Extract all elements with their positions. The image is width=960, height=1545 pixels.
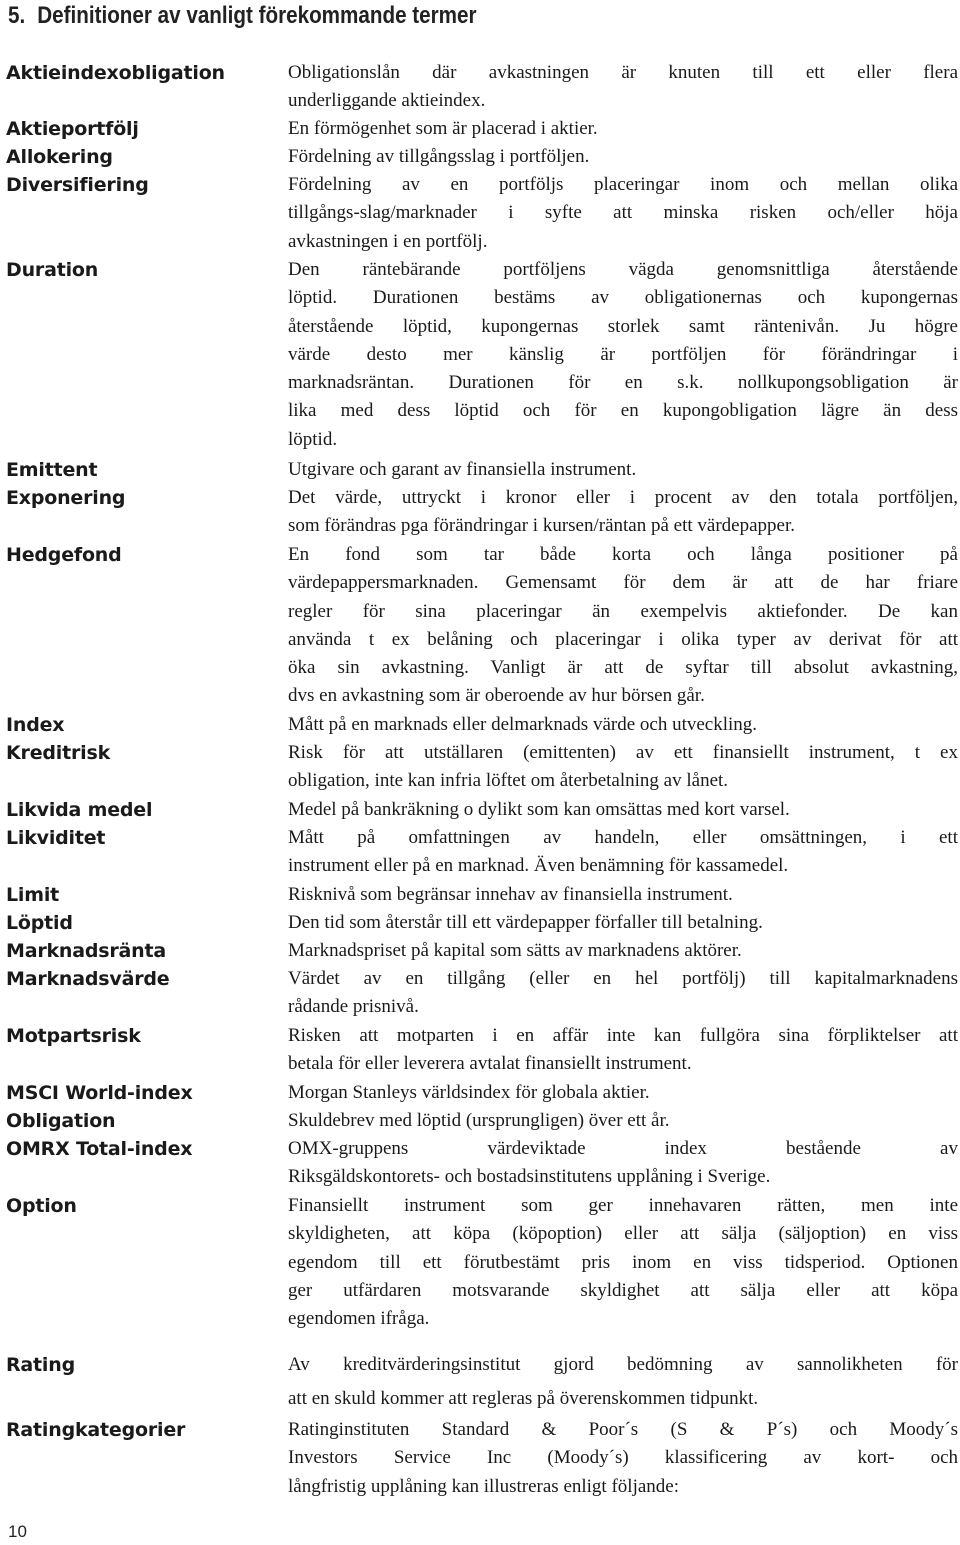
definition-line: Det värde, uttryckt i kronor eller i procent av den totala portföljen, [288, 487, 958, 508]
definition-line: regler för sina placeringar än exempelvis aktiefonder. De kan [288, 600, 958, 622]
glossary-term: Marknadsränta [6, 940, 167, 962]
glossary-entry [0, 143, 960, 171]
glossary-definition [288, 1079, 958, 1107]
glossary-definition [288, 1107, 958, 1135]
definition-line: Mått på en marknads eller delmarknads värde och utveckling. [288, 714, 758, 735]
definition-line: Utgivare och garant av finansiella instrument. [288, 459, 637, 480]
glossary-definition [288, 711, 958, 739]
definition-line: dvs en avkastning som är oberoende av hur börsen går. [288, 685, 705, 707]
definition-line: Medel på bankräkning o dylikt som kan omsättas med kort varsel. [288, 799, 790, 820]
glossary-definition [288, 1348, 958, 1416]
definition-line: Fördelning av en portföljs placeringar inom och mellan olika [288, 174, 958, 195]
definition-line: OMX-gruppens värdeviktade index bestående av [288, 1138, 958, 1159]
glossary-entry [0, 1022, 960, 1079]
glossary-entry [0, 484, 960, 541]
definition-line: betala för eller leverera avtalat finansiellt instrument. [288, 1053, 692, 1075]
definition-line: Av kreditvärderingsinstitut gjord bedömning av sannolikheten för [288, 1354, 958, 1375]
glossary-term: Allokering [6, 146, 113, 168]
definition-line: avkastningen i en portfölj. [288, 230, 488, 252]
glossary-entry [0, 796, 960, 824]
glossary-entry [0, 171, 960, 256]
definition-line: löptid. Durationen bestäms av obligationernas och kupongernas [288, 287, 958, 309]
glossary-term: Aktieindexobligation [6, 62, 225, 84]
glossary-term: Index [6, 714, 65, 736]
glossary-term: Emittent [6, 459, 98, 481]
glossary-definition [288, 541, 958, 711]
definition-line: egendomen ifråga. [288, 1308, 430, 1330]
glossary-entry [0, 1079, 960, 1107]
page-number: 10 [8, 1522, 27, 1541]
glossary-entry [0, 59, 960, 116]
glossary-entry [0, 937, 960, 965]
definition-line: löptid. [288, 428, 338, 450]
glossary-term: Option [6, 1195, 77, 1217]
definition-line: egendom till ett förutbestämt pris inom en viss tidsperiod. Optionen [288, 1251, 958, 1273]
definition-line: marknadsräntan. Durationen för en s.k. nollkupongsobligation är [288, 372, 958, 394]
glossary-definition [288, 1416, 958, 1501]
glossary-entry [0, 965, 960, 1022]
glossary-term: Exponering [6, 487, 126, 509]
glossary-term: Rating [6, 1354, 75, 1376]
glossary-entry [0, 456, 960, 484]
glossary-term: Hedgefond [6, 544, 122, 566]
glossary-term: Kreditrisk [6, 742, 111, 764]
glossary-term: OMRX Total-index [6, 1138, 193, 1160]
definition-line: Risk för att utställaren (emittenten) av ett finansiellt instrument, t ex [288, 742, 958, 763]
glossary-entry [0, 256, 960, 454]
glossary-definition [288, 1135, 958, 1192]
glossary-entry [0, 909, 960, 937]
glossary-term: MSCI World-index [6, 1082, 193, 1104]
definition-line: Skuldebrev med löptid (ursprungligen) över ett år. [288, 1110, 670, 1131]
glossary-definition [288, 881, 958, 909]
glossary-entry [0, 1107, 960, 1135]
glossary-term: Duration [6, 259, 99, 281]
glossary-definition [288, 796, 958, 824]
definition-line: använda t ex belåning och placeringar i olika typer av derivat för att [288, 628, 958, 650]
definition-line: Morgan Stanleys världsindex för globala aktier. [288, 1082, 650, 1103]
definition-line: rådande prisnivå. [288, 996, 419, 1018]
definition-line: Risken att motparten i en affär inte kan fullgöra sina förpliktelser att [288, 1025, 958, 1046]
glossary-entry [0, 881, 960, 909]
definition-line: Ratinginstituten Standard & Poor´s (S & P´s) och Moody´s [288, 1419, 958, 1440]
glossary-term: Löptid [6, 912, 73, 934]
glossary-entry [0, 115, 960, 143]
glossary-term: Ratingkategorier [6, 1419, 186, 1441]
glossary-term: Likviditet [6, 827, 106, 849]
definition-line: ger utfärdaren motsvarande skyldighet att sälja eller att köpa [288, 1279, 958, 1301]
definition-line: En fond som tar både korta och långa positioner på [288, 544, 958, 565]
definition-line: skyldigheten, att köpa (köpoption) eller att sälja (säljoption) en viss [288, 1223, 958, 1245]
glossary-entry [0, 1416, 960, 1501]
definition-line: värde desto mer känslig är portföljen för förändringar i [288, 343, 958, 365]
glossary-definition [288, 59, 958, 116]
definition-line: återstående löptid, kupongernas storlek samt räntenivån. Ju högre [288, 315, 958, 337]
section-heading [8, 0, 477, 32]
glossary-entry [0, 1135, 960, 1192]
definition-line: långfristig upplåning kan illustreras enligt följande: [288, 1475, 679, 1497]
definition-line: Riksgäldskontorets- och bostadsinstitutens upplåning i Sverige. [288, 1166, 771, 1188]
glossary-term: Limit [6, 884, 60, 906]
definition-line: öka sin avkastning. Vanligt är att de syftar till absolut avkastning, [288, 657, 958, 679]
glossary-definition [288, 1192, 958, 1333]
glossary-definition [288, 256, 958, 454]
definition-line: Obligationslån där avkastningen är knuten till ett eller flera [288, 62, 958, 83]
glossary-term: Aktieportfölj [6, 118, 139, 140]
glossary-term: Diversifiering [6, 174, 149, 196]
definition-line: obligation, inte kan infria löftet om återbetalning av lånet. [288, 770, 729, 792]
definition-line: Värdet av en tillgång (eller en hel portfölj) till kapitalmarknadens [288, 968, 958, 989]
definition-line: Den tid som återstår till ett värdepapper förfaller till betalning. [288, 912, 763, 933]
definition-line: Mått på omfattningen av handeln, eller omsättningen, i ett [288, 827, 958, 848]
glossary-definition [288, 965, 958, 1022]
glossary-term: Likvida medel [6, 799, 153, 821]
glossary-entry [0, 1348, 960, 1416]
definition-line: Investors Service Inc (Moody´s) klassificering av kort- och [288, 1447, 958, 1469]
glossary-entry [0, 711, 960, 739]
definition-line: att en skuld kommer att regleras på överenskommen tidpunkt. [288, 1388, 759, 1409]
glossary-definition [288, 1022, 958, 1079]
glossary-definition [288, 937, 958, 965]
glossary-definition [288, 739, 958, 796]
glossary-term: Motpartsrisk [6, 1025, 141, 1047]
section-number: 5. [8, 2, 26, 29]
glossary-definition [288, 115, 958, 143]
definition-line: Fördelning av tillgångsslag i portföljen. [288, 146, 590, 167]
glossary-definition [288, 456, 958, 484]
definition-line: Den räntebärande portföljens vägda genomsnittliga återstående [288, 259, 958, 280]
glossary-definition [288, 143, 958, 171]
definition-line: som förändras pga förändringar i kursen/räntan på ett värdepapper. [288, 515, 795, 537]
glossary-definition [288, 824, 958, 881]
glossary-entry [0, 1192, 960, 1333]
glossary-definition [288, 171, 958, 256]
glossary-definition [288, 484, 958, 541]
glossary-term: Marknadsvärde [6, 968, 170, 990]
glossary-term: Obligation [6, 1110, 116, 1132]
definition-line: tillgångs-slag/marknader i syfte att minska risken och/eller höja [288, 202, 958, 224]
definition-line: lika med dess löptid och för en kupongobligation lägre än dess [288, 400, 958, 422]
definition-line: underliggande aktieindex. [288, 90, 486, 112]
definition-line: värdepappersmarknaden. Gemensamt för dem är att de har friare [288, 572, 958, 594]
definition-line: En förmögenhet som är placerad i aktier. [288, 118, 598, 139]
glossary-definition [288, 909, 958, 937]
definition-line: Marknadspriset på kapital som sätts av marknadens aktörer. [288, 940, 742, 961]
definition-line: Risknivå som begränsar innehav av finansiella instrument. [288, 884, 733, 905]
glossary-entry [0, 541, 960, 711]
glossary-entry [0, 739, 960, 796]
definition-line: Finansiellt instrument som ger innehavaren rätten, men inte [288, 1195, 958, 1216]
definition-line: instrument eller på en marknad. Även benämning för kassamedel. [288, 855, 789, 877]
glossary-entry [0, 824, 960, 881]
section-title: Definitioner av vanligt förekommande termer [37, 2, 477, 29]
